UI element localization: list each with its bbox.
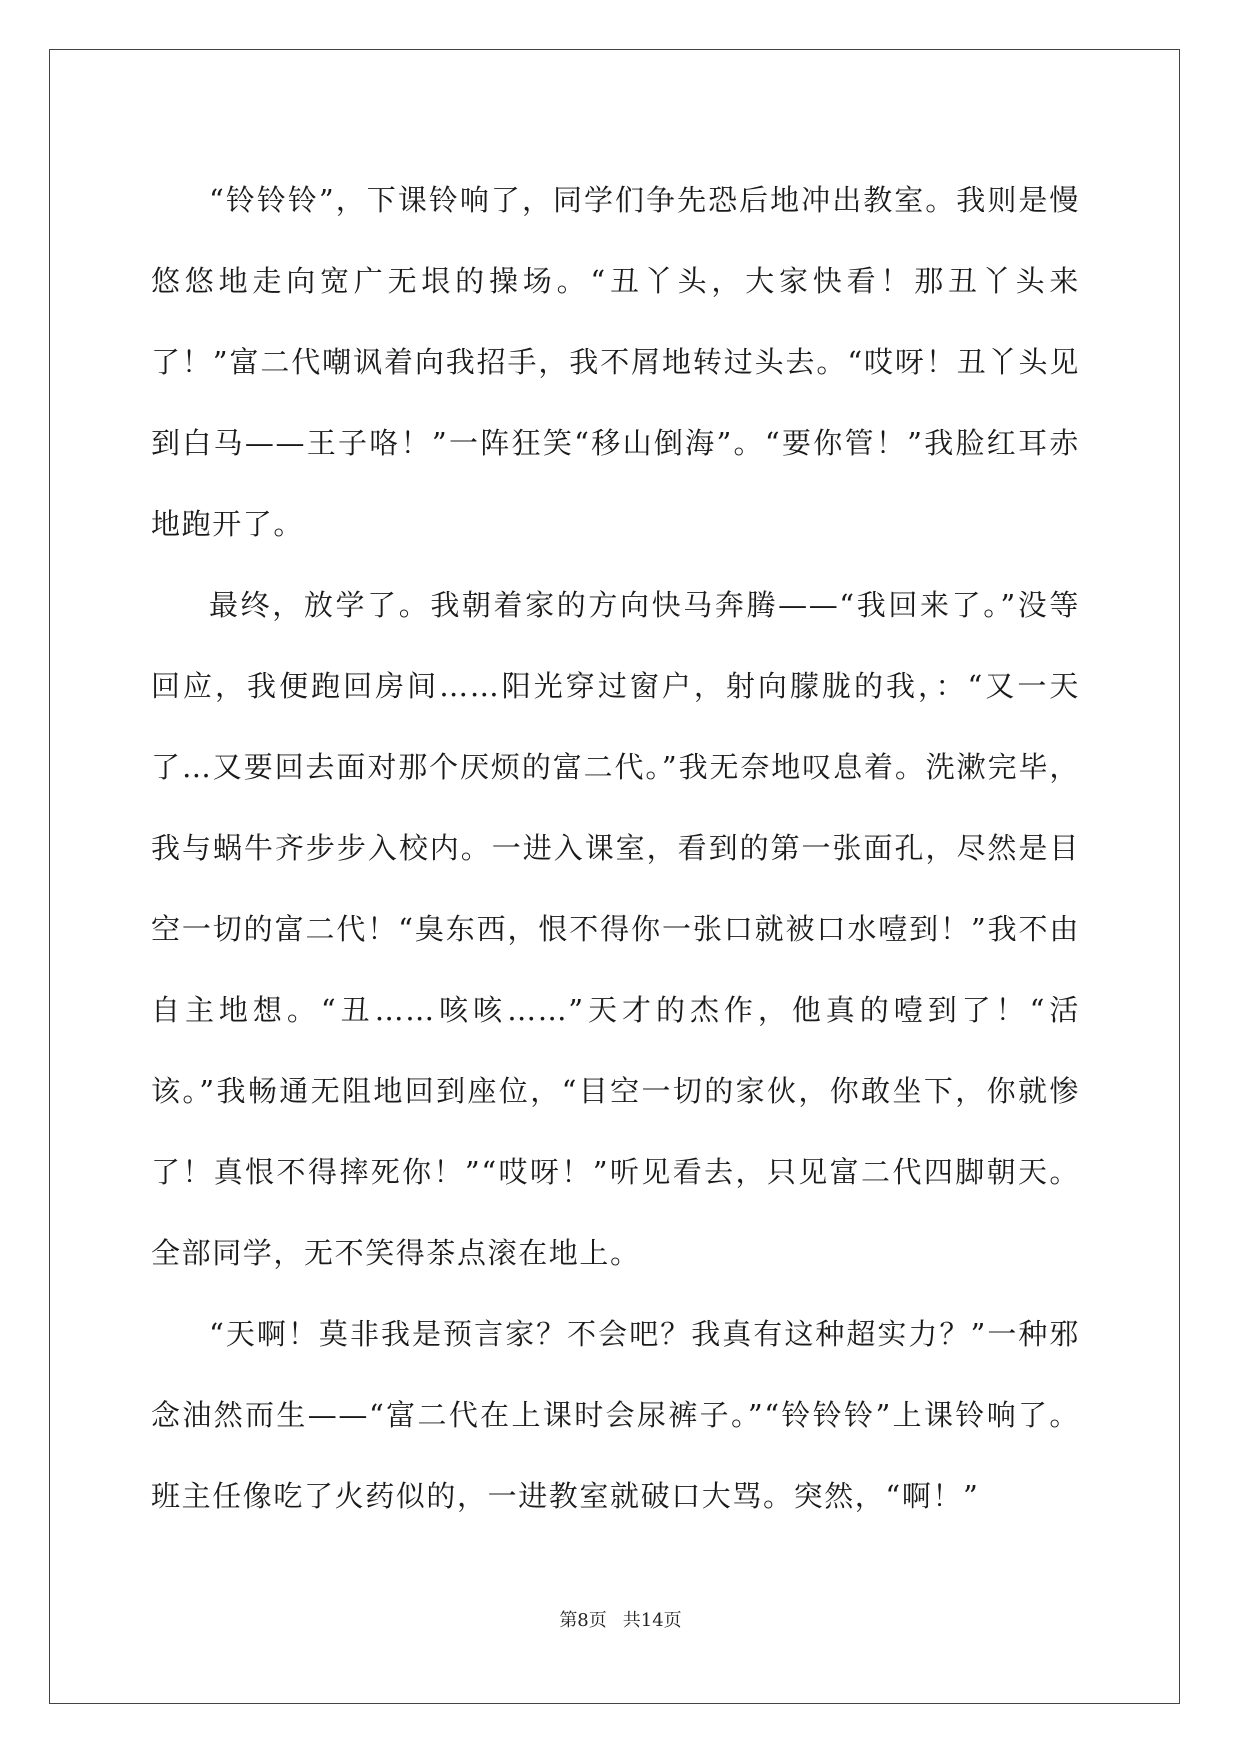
paragraph-3: “天啊！莫非我是预言家？不会吧？我真有这种超实力？”一种邪念油然而生——“富二代在上课时会尿裤子。”“铃铃铃”上课铃响了。班主任像吃了火药似的，一进教室就破口大骂。突然，“啊！” (151, 1317, 1080, 1513)
page-footer (0, 1606, 1241, 1632)
page-number-total: 共14页 (622, 1610, 682, 1631)
paragraph-2: 最终，放学了。我朝着家的方向快马奔腾——“我回来了。”没等回应，我便跑回房间……阳光穿过窗户，射向朦胧的我，：“又一天了…又要回去面对那个厌烦的富二代。”我无奈地叹息着。洗漱完毕，我与蜗牛齐步步入校内。一进入课室，看到的第一张面孔，尽然是目空一切的富二代！“臭东西，恨不得你一张口就被口水噎到！”我不由自主地想。“丑……咳咳……”天才的杰作，他真的噎到了！“活该。”我畅通无阻地回到座位，“目空一切的家伙，你敢坐下，你就惨了！真恨不得摔死你！”“哎呀！”听见看去，只见富二代四脚朝天。全部同学，无不笑得茶点滚在地上。 (151, 588, 1080, 1270)
paragraph-1: “铃铃铃”，下课铃响了，同学们争先恐后地冲出教室。我则是慢悠悠地走向宽广无垠的操场。“丑丫头，大家快看！那丑丫头来了！”富二代嘲讽着向我招手，我不屑地转过头去。“哎呀！丑丫头见到白马——王子咯！”一阵狂笑“移山倒海”。“要你管！”我脸红耳赤地跑开了。 (151, 183, 1080, 541)
document-body (151, 160, 1080, 1537)
page-number-current: 第8页 (559, 1610, 607, 1631)
